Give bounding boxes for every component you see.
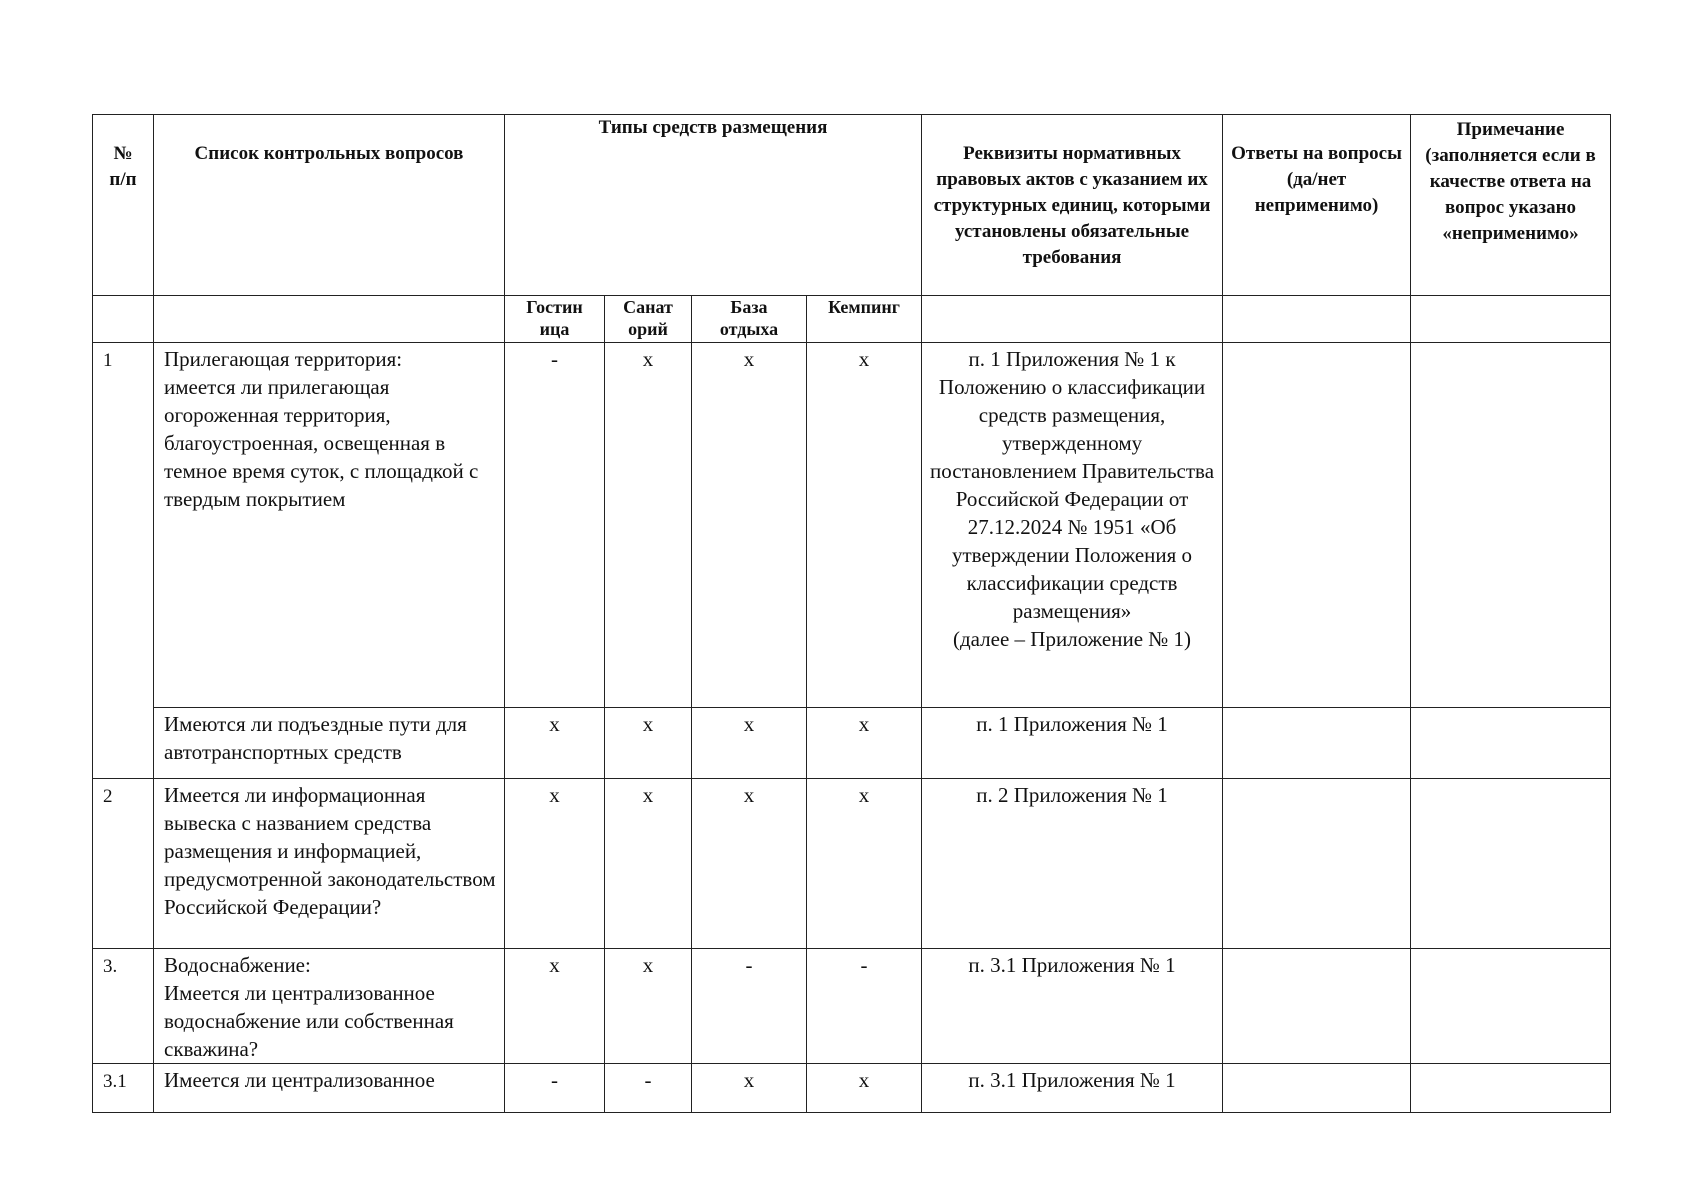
mark-sanatorium: x (605, 343, 692, 708)
mark-hotel: - (505, 343, 605, 708)
requisites-cell: п. 1 Приложения № 1 к Положению о классификации средств размещения, утвержденному постановлением Правительства Российской Федерации от 27.12.2024 № 1951 «Об утверждении Положения о классификации средств размещения» (далее – Приложение № 1) (922, 343, 1223, 708)
requisites-cell: п. 3.1 Приложения № 1 (922, 1064, 1223, 1113)
mark-camping: x (807, 708, 922, 779)
header-questions: Список контрольных вопросов (154, 115, 505, 296)
subheader-sanatorium: Санат орий (605, 296, 692, 343)
subheader-recreation-base: База отдыха (692, 296, 807, 343)
mark-sanatorium: x (605, 949, 692, 1064)
subheader-row (93, 296, 1611, 343)
answer-cell (1223, 949, 1411, 1064)
note-cell (1411, 343, 1611, 708)
header-answers: Ответы на вопросы (да/нет неприменимо) (1223, 115, 1411, 296)
table-row (93, 708, 1611, 779)
answer-cell (1223, 343, 1411, 708)
answer-cell (1223, 779, 1411, 949)
mark-sanatorium: x (605, 779, 692, 949)
note-cell (1411, 708, 1611, 779)
subheader-empty-cell (1223, 296, 1411, 343)
mark-camping: - (807, 949, 922, 1064)
note-cell (1411, 779, 1611, 949)
row-number: 1 (93, 343, 154, 779)
mark-recreation-base: x (692, 343, 807, 708)
mark-hotel: x (505, 708, 605, 779)
question-cell: Имеется ли информационная вывеска с названием средства размещения и информацией, предусмотренной законодательством Российской Федерации? (154, 779, 505, 949)
mark-hotel: x (505, 779, 605, 949)
table-row (93, 949, 1611, 1064)
row-number: 2 (93, 779, 154, 949)
note-cell (1411, 949, 1611, 1064)
mark-recreation-base: - (692, 949, 807, 1064)
mark-hotel: x (505, 949, 605, 1064)
subheader-empty-cell (154, 296, 505, 343)
table-row (93, 779, 1611, 949)
mark-camping: x (807, 343, 922, 708)
header-num: № п/п (93, 115, 154, 296)
mark-sanatorium: - (605, 1064, 692, 1113)
question-cell: Водоснабжение: Имеется ли централизованное водоснабжение или собственная скважина? (154, 949, 505, 1064)
subheader-empty-cell (922, 296, 1223, 343)
mark-camping: x (807, 779, 922, 949)
subheader-empty-cell (93, 296, 154, 343)
table-row (93, 1064, 1611, 1113)
row-number: 3. (93, 949, 154, 1064)
mark-recreation-base: x (692, 708, 807, 779)
requisites-cell: п. 3.1 Приложения № 1 (922, 949, 1223, 1064)
question-cell: Имеются ли подъездные пути для автотранспортных средств (154, 708, 505, 779)
subheader-camping: Кемпинг (807, 296, 922, 343)
header-requisites: Реквизиты нормативных правовых актов с указанием их структурных единиц, которыми установлены обязательные требования (922, 115, 1223, 296)
mark-sanatorium: x (605, 708, 692, 779)
table-row (93, 343, 1611, 708)
mark-camping: x (807, 1064, 922, 1113)
subheader-empty-cell (1411, 296, 1611, 343)
row-number: 3.1 (93, 1064, 154, 1113)
note-cell (1411, 1064, 1611, 1113)
header-row (93, 115, 1611, 296)
answer-cell (1223, 1064, 1411, 1113)
header-note: Примечание (заполняется если в качестве ответа на вопрос указано «неприменимо» (1411, 115, 1611, 296)
requisites-cell: п. 2 Приложения № 1 (922, 779, 1223, 949)
subheader-hotel: Гостин ица (505, 296, 605, 343)
answer-cell (1223, 708, 1411, 779)
requisites-cell: п. 1 Приложения № 1 (922, 708, 1223, 779)
header-types: Типы средств размещения (505, 115, 922, 296)
question-cell: Имеется ли централизованное (154, 1064, 505, 1113)
mark-hotel: - (505, 1064, 605, 1113)
question-cell: Прилегающая территория: имеется ли прилегающая огороженная территория, благоустроенная, освещенная в темное время суток, с площадкой с твердым покрытием (154, 343, 505, 708)
checklist-table (92, 114, 1611, 1113)
mark-recreation-base: x (692, 1064, 807, 1113)
mark-recreation-base: x (692, 779, 807, 949)
